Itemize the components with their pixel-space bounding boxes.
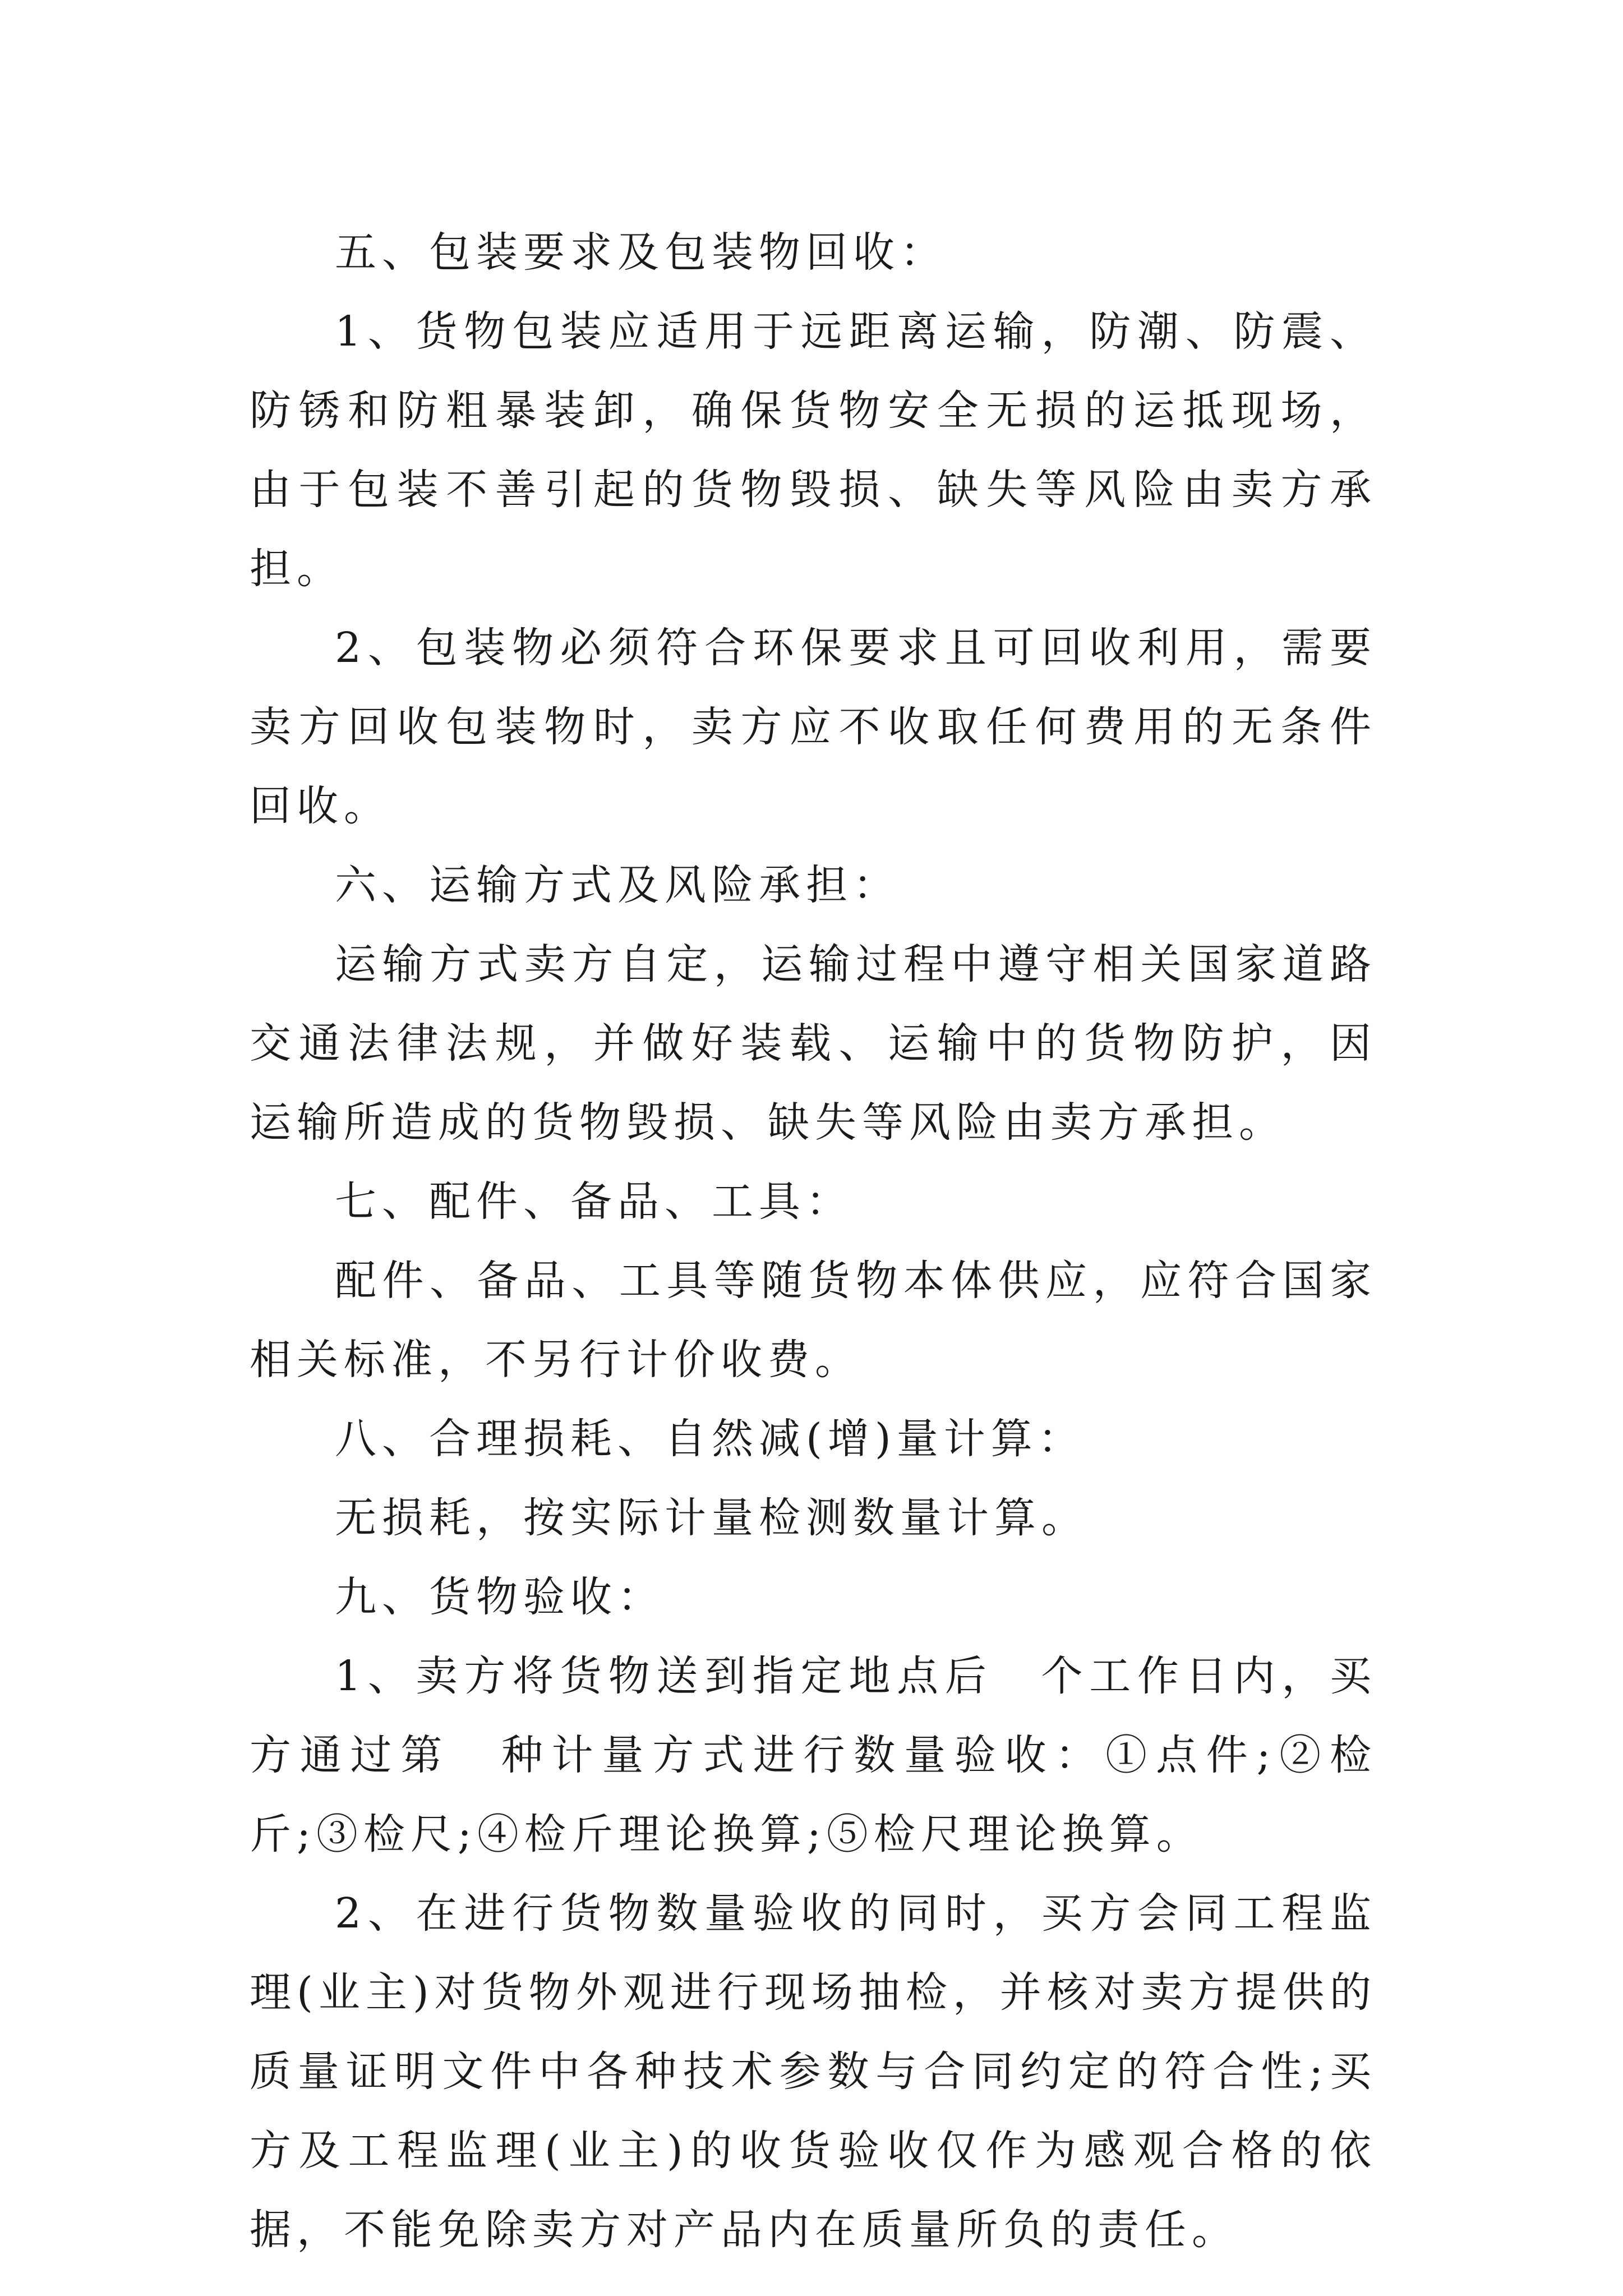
- paragraph-packaging-2: 2、包装物必须符合环保要求且可回收利用，需要卖方回收包装物时，卖方应不收取任何费用的无条件回收。: [250, 624, 1377, 830]
- paragraph-loss: 无损耗，按实际计量检测数量计算。: [335, 1494, 1089, 1542]
- paragraph-packaging-1: 1、货物包装应适用于远距离运输，防潮、防震、防锈和防粗暴装卸，确保货物安全无损的运抵现场，由于包装不善引起的货物毁损、缺失等风险由卖方承担。: [250, 307, 1377, 593]
- paragraph-acceptance-2: 2、在进行货物数量验收的同时，买方会同工程监理(业主)对货物外观进行现场抽检，并核对卖方提供的质量证明文件中各种技术参数与合同约定的符合性;买方及工程监理(业主)的收货验收仅作为感观合格的依据，不能免除卖方对产品内在质量所负的责任。: [250, 1889, 1377, 2254]
- section-heading-transport: 六、运输方式及风险承担：: [335, 861, 900, 909]
- paragraph-acceptance-1: 1、卖方将货物送到指定地点后 个工作日内，买方通过第 种计量方式进行数量验收：①点件;②检斤;③检尺;④检斤理论换算;⑤检尺理论换算。: [250, 1652, 1377, 1858]
- paragraph-parts: 配件、备品、工具等随货物本体供应，应符合国家相关标准，不另行计价收费。: [250, 1257, 1377, 1384]
- section-heading-packaging: 五、包装要求及包装物回收：: [335, 228, 947, 277]
- paragraph-transport: 运输方式卖方自定，运输过程中遵守相关国家道路交通法律法规，并做好装载、运输中的货物防护，因运输所造成的货物毁损、缺失等风险由卖方承担。: [250, 940, 1377, 1147]
- section-heading-acceptance: 九、货物验收：: [335, 1573, 665, 1621]
- document-body: [250, 213, 1377, 2270]
- section-heading-parts: 七、配件、备品、工具：: [335, 1177, 853, 1226]
- section-heading-loss: 八、合理损耗、自然减(增)量计算：: [335, 1415, 1085, 1463]
